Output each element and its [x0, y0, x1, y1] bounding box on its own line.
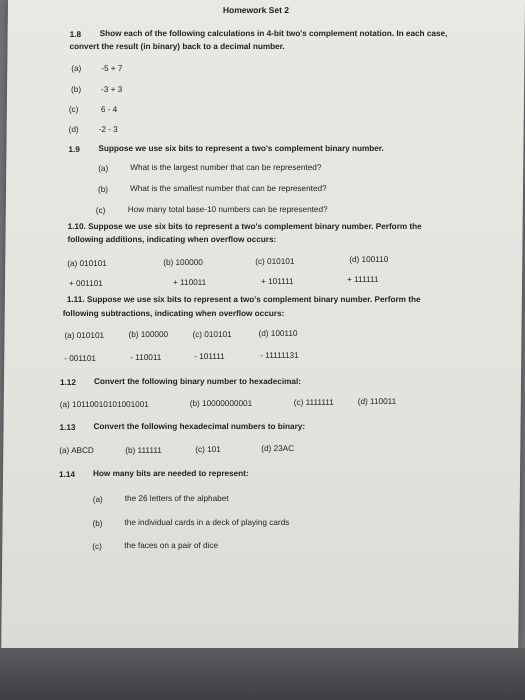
problem-number: 1.9: [68, 145, 80, 154]
item-d: (d) 23AC: [261, 444, 295, 453]
item-label: (a): [98, 164, 109, 173]
item-text: the individual cards in a deck of playing cards: [124, 518, 290, 527]
problem-prompt: Convert the following hexadecimal numbers to binary:: [93, 422, 306, 431]
item-label: (a): [92, 495, 103, 504]
item-text: How many total base-10 numbers can be represented?: [127, 205, 328, 214]
problem-number: 1.8: [69, 30, 82, 39]
item-label: (b): [92, 519, 103, 528]
problem-prompt: following additions, indicating when overflow occurs:: [67, 235, 277, 244]
problem-prompt: Convert the following binary number to hexadecimal:: [93, 377, 302, 386]
item-label: (b): [71, 85, 82, 94]
problem-prompt: How many bits are needed to represent:: [92, 469, 249, 478]
problem-number: 1.14: [58, 470, 76, 479]
item-b: (b) 111111: [125, 446, 162, 455]
item-label: (c): [95, 206, 106, 215]
operand-b: (b) 100000: [163, 258, 203, 267]
operand-c2: + 101111: [261, 277, 294, 286]
operand-b2: + 110011: [172, 278, 207, 287]
item-label: (a): [71, 64, 82, 73]
item-a: (a) ABCD: [59, 446, 94, 455]
item-label: (c): [92, 542, 102, 551]
problem-prompt: Suppose we use six bits to represent a two's complement binary number.: [98, 144, 384, 153]
operand-b: (b) 100000: [128, 330, 169, 339]
item-text: What is the smallest number that can be represented?: [129, 184, 327, 193]
operand-d2: - 11111131: [260, 351, 299, 360]
problem-prompt: following subtractions, indicating when overflow occurs:: [62, 309, 285, 318]
item-d: (d) 110011: [357, 397, 397, 406]
operand-b2: - 110011: [130, 353, 162, 362]
problem-number: 1.13: [59, 423, 76, 432]
operand-d2: + 111111: [347, 275, 379, 284]
item-text: -3 + 3: [101, 85, 123, 94]
problem-number: 1.12: [59, 378, 76, 387]
operand-a2: - 001101: [64, 354, 97, 363]
item-text: the 26 letters of the alphabet: [124, 494, 229, 503]
item-label: (d): [68, 125, 79, 134]
desk-surface: [0, 648, 525, 700]
operand-a2: + 001101: [68, 279, 103, 288]
operand-c: (c) 010101: [255, 257, 295, 266]
operand-a: (a) 010101: [67, 259, 107, 268]
problem-prompt: 1.11. Suppose we use six bits to represent a two's complement binary number. Perform the: [66, 295, 421, 304]
operand-c2: - 101111: [194, 352, 225, 361]
item-text: What is the largest number that can be represented?: [130, 163, 322, 172]
page-title: Homework Set 2: [222, 5, 290, 15]
item-text: -2 - 3: [98, 125, 118, 134]
problem-prompt: 1.10. Suppose we use six bits to represent a two's complement binary number. Perform the: [67, 222, 422, 231]
operand-d: (d) 100110: [258, 329, 298, 338]
item-c: (c) 1111111: [293, 398, 334, 407]
item-a: (a) 10110010101001001: [59, 400, 149, 409]
operand-c: (c) 010101: [192, 330, 232, 339]
item-label: (c): [68, 105, 79, 114]
item-label: (b): [97, 185, 109, 194]
operand-d: (d) 100110: [349, 255, 389, 264]
homework-sheet: [1, 0, 525, 648]
item-b: (b) 10000000001: [189, 399, 253, 408]
operand-a: (a) 010101: [64, 331, 105, 340]
item-text: -5 + 7: [101, 64, 123, 73]
item-text: 6 - 4: [100, 105, 118, 114]
item-text: the faces on a pair of dice: [124, 541, 219, 550]
item-c: (c) 101: [195, 445, 221, 454]
problem-prompt: convert the result (in binary) back to a decimal number.: [69, 42, 285, 51]
problem-prompt: Show each of the following calculations in 4-bit two's complement notation. In each case,: [99, 29, 448, 38]
